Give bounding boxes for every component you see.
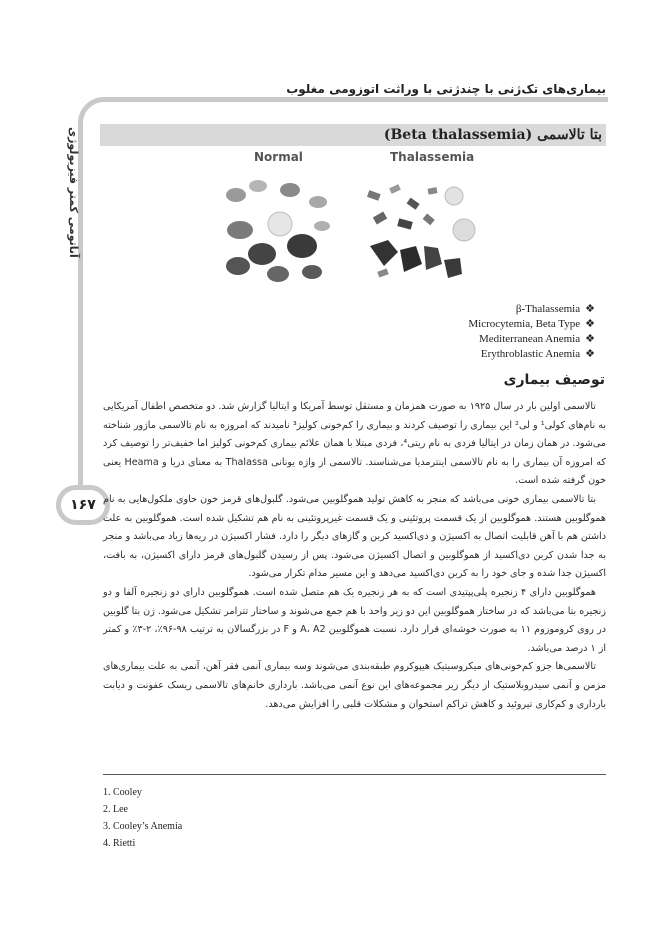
paragraph: هموگلوبین دارای ۴ زنجیره پلی‌پپتیدی است که به هر زنجیره یک هم متصل شده است. هموگلوبین دارای دو زنجیره آلفا و دو زنجیره بتا می‌باشد که در ساختار هموگلوبین این دو زیر واحد با هم جمع می‌شوند و ساختار تترامر تشکیل می‌شود. ژن بتا گلوبین در روی کروموزوم ۱۱ به صورت خوشه‌ای قرار دارد. نسبت هموگلوبین A، A2 و F در بزرگسالان به ترتیب ۹۸-۹۶٪، ۲-۳٪ و کمتر از ۱ درصد می‌باشد. [103, 586, 607, 654]
bullet-icon: ❖ [585, 318, 595, 330]
paragraph: بتا تالاسمی بیماری خونی می‌باشد که منجر به کاهش تولید هموگلوبین می‌شود. گلبول‌های قرمز خون حاوی ملکول‌هایی به نام هموگلوبین هستند. هموگلوبین از یک قسمت پروتئینی و یک قسمت غیرپروتئینی به نام هم تشکیل شده است. هموگلوبین به علت داشتن هم با آهن قابلیت اتصال به اکسیژن و دی‌اکسید کربن و گازهای دیگر را دارد. فشار اکسیژن در ریه‌ها زیاد می‌باشد و منجر به جدا شدن کربن دی‌اکسید از هموگلوبین و اتصال اکسیژن می‌شود. پس از رسیدن گلبول‌های قرمز دارای اکسیژن، به بافت، اکسیژن جدا شده و جای خود را به کربن دی‌اکسید می‌دهد و این مسیر مدام تکرار می‌شود. [103, 493, 606, 580]
footnote: 3. Cooley’s Anemia [103, 821, 183, 832]
figure-label-normal: Normal [254, 150, 303, 164]
side-tab-label: آناتومی کمتر فیزیولوژی [67, 126, 80, 258]
bullet-icon: ❖ [585, 303, 595, 315]
list-item: Microcytemia, Beta Type ❖ [468, 318, 595, 330]
footnote-divider [103, 774, 606, 775]
paragraph: تالاسمی اولین بار در سال ۱۹۲۵ به صورت همزمان و مستقل توسط آمریکا و ایتالیا گزارش شد. دو متخصص اطفال آمریکایی به نام‌های کولی¹ و لی² این بیماری را توصیف کردند و بیماری را کم‌خونی کولیز³ نامیدند که امروزه به نام تالاسمی ماژور شناخته می‌شود. در همان زمان در ایتالیا فردی به نام ریتی⁴، فردی مبتلا با همان علائم بیماری کم‌خونی کولیز اما خفیف‌تر را توصیف کرد که امروزه آن بیماری را به نام تالاسمی اینترمدیا می‌شناسند. تالاسمی از واژه یونانی Thalassa به معنای دریا و Heama یعنی خون گرفته شده است. [103, 401, 607, 487]
body-text [103, 398, 606, 714]
list-item: Erythroblastic Anemia ❖ [480, 348, 595, 360]
bullet-icon: ❖ [585, 333, 595, 345]
footnote: 2. Lee [103, 804, 128, 815]
bullet-icon: ❖ [585, 348, 595, 360]
normal-cells-panel [226, 180, 330, 282]
footnote: 4. Rietti [103, 838, 136, 849]
footnotes [103, 784, 182, 852]
synonyms-list [468, 302, 595, 362]
running-head: بیماری‌های تک‌ژنی با چندژنی با وراثت اتوزومی مغلوب [286, 82, 606, 96]
list-item: β-Thalassemia ❖ [515, 303, 595, 315]
blood-cells-figure [218, 150, 498, 290]
list-item: Mediterranean Anemia ❖ [479, 333, 595, 345]
section-heading: توصیف بیماری [503, 372, 605, 388]
section-title-bar [100, 124, 606, 146]
footnote: 1. Cooley [103, 787, 142, 798]
paragraph: تالاسمی‌ها جزو کم‌خونی‌های میکروسیتیک هیپوکروم طبقه‌بندی می‌شوند وسه بیماری آنمی فقر آهن، آنمی به علت بیماری‌های مزمن و آنمی سیدروبلاستیک از دیگر زیر مجموعه‌های این نوع آنمی می‌باشد. بارداری خانم‌های تالاسمی ریسک عفونت و دیابت بارداری و کم‌کاری تیروئید و کاهش تراکم استخوان و مشکلات قلبی را افزایش می‌دهد. [103, 661, 606, 710]
thalassemia-cells-panel [367, 184, 475, 278]
header-rule [98, 97, 608, 102]
figure-label-thalassemia: Thalassemia [390, 150, 475, 164]
page-title: بتا تالاسمی (Beta thalassemia) [383, 127, 602, 143]
page-number: ۱۶۷ [56, 485, 110, 525]
blood-cells-illustration [218, 150, 498, 290]
